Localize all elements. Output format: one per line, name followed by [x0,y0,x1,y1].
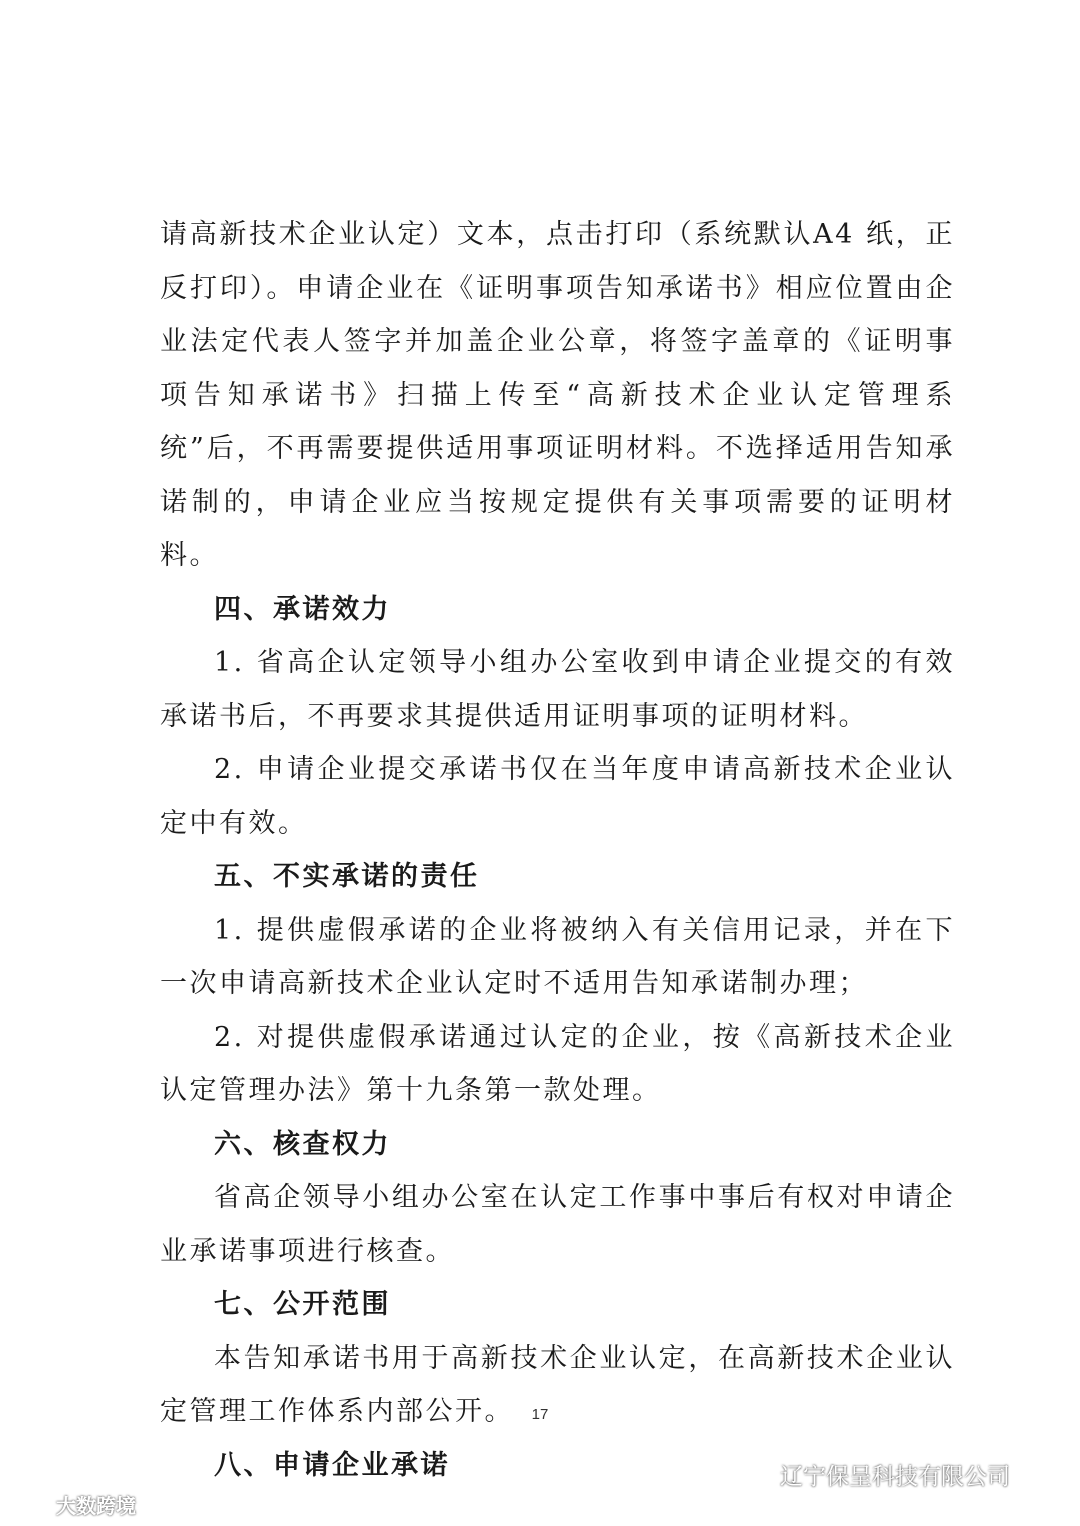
watermark-left [10,1490,136,1519]
page-number: 17 [531,1406,549,1423]
paragraph-continuation: 请高新技术企业认定）文本，点击打印（系统默认A4 纸，正反打印）。申请企业在《证明事项告知承诺书》相应位置由企业法定代表人签字并加盖企业公章，将签字盖章的《证明事项告知承诺书》扫描上传至“高新技术企业认定管理系统”后，不再需要提供适用事项证明材料。不选择适用告知承诺制的，申请企业应当按规定提供有关事项需要的证明材料。 [160,219,955,571]
watermark-logo-icon [10,1495,50,1515]
section-heading-5: 五、不实承诺的责任 [214,861,480,892]
wechat-icon [738,1460,772,1490]
section-heading-6: 六、核查权力 [214,1128,391,1160]
section-5-item-2: 2. 对提供虚假承诺通过认定的企业，按《高新技术企业认定管理办法》第十九条第一款处理。 [160,1021,955,1106]
section-heading-7: 七、公开范围 [214,1289,391,1320]
section-heading-8: 八、申请企业承诺 [214,1449,450,1481]
section-4-item-2: 2. 申请企业提交承诺书仅在当年度申请高新技术企业认定中有效。 [160,754,955,839]
section-5-item-1: 1. 提供虚假承诺的企业将被纳入有关信用记录，并在下一次申请高新技术企业认定时不适用告知承诺制办理； [160,914,955,999]
document-body [160,208,955,1492]
section-heading-4: 四、承诺效力 [214,593,391,625]
watermark-right [738,1458,1010,1491]
section-7-paragraph: 本告知承诺书用于高新技术企业认定，在高新技术企业认定管理工作体系内部公开。 [160,1342,955,1427]
section-4-item-1: 1. 省高企认定领导小组办公室收到申请企业提交的有效承诺书后，不再要求其提供适用证明事项的证明材料。 [160,647,955,732]
watermark-left-text: 大数跨境 [56,1494,136,1518]
watermark-right-text: 辽宁保呈科技有限公司 [780,1464,1010,1490]
section-6-paragraph: 省高企领导小组办公室在认定工作事中事后有权对申请企业承诺事项进行核查。 [160,1182,955,1267]
